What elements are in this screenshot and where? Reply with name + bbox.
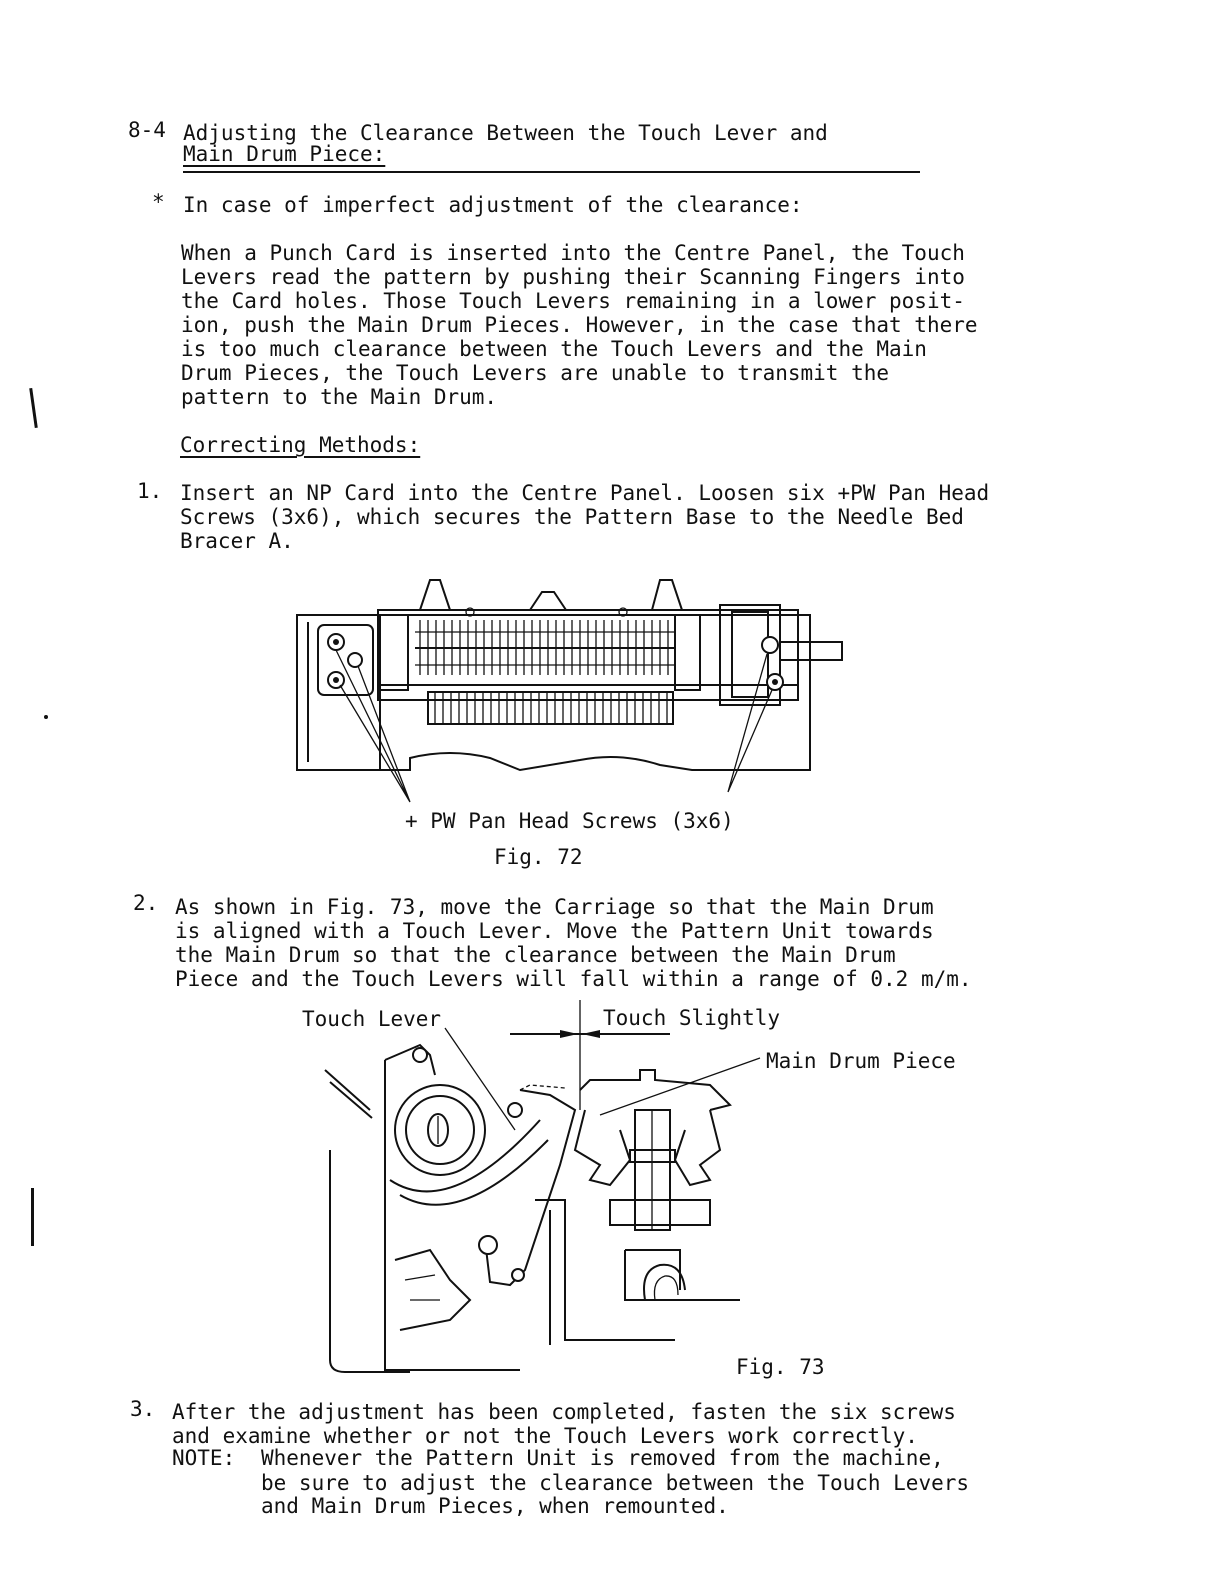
step3-line: and examine whether or not the Touch Levers work correctly. xyxy=(172,1424,918,1448)
fig72-pattern-unit-drawing xyxy=(280,570,860,810)
step1-number: 1. xyxy=(137,479,163,503)
section-title-line1: Adjusting the Clearance Between the Touch Lever and xyxy=(183,121,828,145)
intro-line: is too much clearance between the Touch Levers and the Main xyxy=(181,337,927,361)
fig73-label-touch-lever: Touch Lever xyxy=(302,1007,442,1031)
title-underline xyxy=(183,171,920,173)
scan-mark xyxy=(44,715,48,719)
step2-line: Piece and the Touch Levers will fall within a range of 0.2 m/m. xyxy=(175,967,972,991)
fig72-screw-label: + PW Pan Head Screws (3x6) xyxy=(405,809,734,833)
bullet-symbol: * xyxy=(152,190,165,214)
section-title-line2: Main Drum Piece: xyxy=(183,142,386,166)
scan-mark xyxy=(31,1188,34,1246)
step2-line: As shown in Fig. 73, move the Carriage so that the Main Drum xyxy=(175,895,934,919)
intro-line: the Card holes. Those Touch Levers remaining in a lower posit- xyxy=(181,289,965,313)
touch-lever-teeth xyxy=(428,692,673,724)
intro-line: Drum Pieces, the Touch Levers are unable to transmit the xyxy=(181,361,890,385)
fig73-label-touch-slightly: Touch Slightly xyxy=(603,1006,781,1030)
intro-line: Levers read the pattern by pushing their Scanning Fingers into xyxy=(181,265,965,289)
step2-line: the Main Drum so that the clearance between the Main Drum xyxy=(175,943,896,967)
fig73-label-main-drum-piece: Main Drum Piece xyxy=(766,1049,956,1073)
fig73-caption: Fig. 73 xyxy=(736,1355,825,1379)
step3-note-line: Whenever the Pattern Unit is removed from the machine, xyxy=(261,1446,944,1470)
step1-line: Insert an NP Card into the Centre Panel. Loosen six +PW Pan Head xyxy=(180,481,990,505)
step2-line: is aligned with a Touch Lever. Move the Pattern Unit towards xyxy=(175,919,934,943)
scan-mark xyxy=(29,388,38,428)
step2-number: 2. xyxy=(133,891,159,915)
step1-line: Screws (3x6), which secures the Pattern Base to the Needle Bed xyxy=(180,505,964,529)
step3-note-line: and Main Drum Pieces, when remounted. xyxy=(261,1494,729,1518)
intro-line: ion, push the Main Drum Pieces. However, in the case that there xyxy=(181,313,978,337)
step3-number: 3. xyxy=(130,1397,156,1421)
step3-line: After the adjustment has been completed, fasten the six screws xyxy=(172,1400,956,1424)
fig72-caption: Fig. 72 xyxy=(494,845,583,869)
intro-line: pattern to the Main Drum. xyxy=(181,385,498,409)
step3-note-label: NOTE: xyxy=(172,1446,236,1470)
step1-line: Bracer A. xyxy=(180,529,294,553)
drum-coils xyxy=(415,620,675,675)
fig73-cross-section-drawing xyxy=(310,1000,760,1390)
bullet-text: In case of imperfect adjustment of the clearance: xyxy=(183,193,803,217)
methods-heading: Correcting Methods: xyxy=(180,433,421,457)
step3-note-line: be sure to adjust the clearance between the Touch Levers xyxy=(261,1471,970,1495)
intro-line: When a Punch Card is inserted into the Centre Panel, the Touch xyxy=(181,241,965,265)
section-number: 8-4 xyxy=(128,118,166,142)
